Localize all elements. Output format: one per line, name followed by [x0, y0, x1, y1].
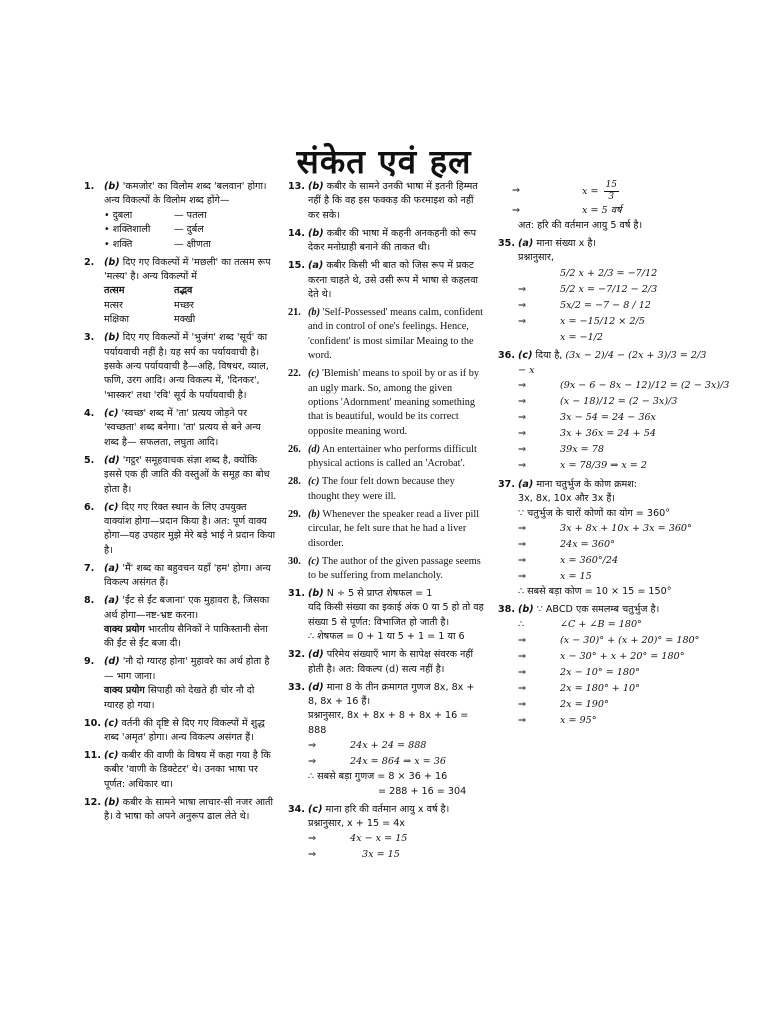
text-span	[84, 684, 276, 713]
text-span: (d)	[308, 443, 321, 455]
text-span: 'नौ दो ग्यारह होना' मुहावरे का अर्थ होता है— भाग जाना।	[104, 656, 270, 682]
text-span: माना 8 के तीन क्रमागत गुणज 8x, 8x + 8, 8x + 16 हैं।	[308, 681, 475, 707]
answer-5	[84, 454, 276, 497]
text-span: ∠C + ∠B = 180°	[560, 619, 642, 631]
answer-32	[288, 648, 484, 677]
answer-33	[288, 681, 484, 799]
text-span: 7.	[84, 562, 95, 574]
text-span: 'Blemish' means to spoil by or as if by an ugly mark. So, among the given options 'Adornment' meaning something that is beautiful, would be its correct opposite meaning word.	[308, 368, 480, 437]
text-span	[288, 443, 484, 472]
text-span	[288, 847, 484, 863]
answer-13	[288, 180, 484, 223]
answer-35	[498, 237, 710, 346]
text-span: प्रश्नानुसार, x + 15 = 4x	[308, 817, 405, 829]
text-span: 5.	[84, 454, 95, 466]
text-span: (b)	[308, 508, 321, 520]
text-span: 'ईंट से ईंट बजाना' एक मुहावरा है, जिसका अर्थ होगा—नष्ट-भ्रष्ट करना।	[104, 595, 270, 621]
answer-1	[84, 180, 276, 252]
step-arrow: ⇒	[518, 683, 527, 695]
text-span: An entertainer who performs difficult physical actions is called an 'Acrobat'.	[308, 443, 477, 470]
text-span	[84, 623, 276, 652]
text-span: 11.	[84, 749, 101, 761]
text-span	[288, 681, 484, 710]
text-span: कबीर के सामने उनकी भाषा में इतनी हिम्मत नहीं है कि वह इस फक्कड़ की फरमाइश को नहीं कर सके।	[308, 181, 478, 221]
text-span: (b)	[308, 307, 321, 319]
text-span: 29.	[288, 508, 301, 520]
answer-29	[288, 508, 484, 551]
text-span	[498, 458, 710, 474]
step-arrow: ⇒	[518, 444, 527, 456]
text-span: अत: हरि की वर्तमान आयु 5 वर्ष है।	[518, 220, 643, 231]
step-arrow: ⇒	[518, 396, 527, 408]
answer-15	[288, 259, 484, 302]
pair-row	[84, 299, 276, 313]
text-span	[288, 803, 484, 817]
pair-row	[84, 223, 276, 237]
text-span: ∵ ABCD एक समलम्ब चतुर्भुज है।	[536, 604, 660, 616]
text-span: 5x/2 = −7 − 8 / 12	[560, 299, 651, 311]
text-span	[498, 237, 710, 251]
answer-36	[498, 349, 730, 474]
text-span: 'स्वच्छ' शब्द में 'ता' प्रत्यय जोड़ने पर 'स्वच्छता' शब्द बनेगा। 'ता' प्रत्यय से बने अन्य शब्द है— सफलता, लघुता आदि।	[104, 407, 261, 448]
text-span: x = 5 वर्ष	[582, 204, 622, 216]
text-span	[498, 282, 710, 298]
text-span: तत्सम	[104, 285, 125, 297]
text-span: (c)	[104, 407, 119, 419]
text-span: कबीर की भाषा में कहनी अनकहनी को रूप देकर मनोग्राही बनाने की ताकत थी।	[308, 227, 477, 254]
text-span: वाक्य प्रयोग	[104, 623, 145, 635]
text-span: (d)	[104, 656, 120, 668]
text-span: 22.	[288, 368, 301, 380]
text-span: 13.	[288, 181, 305, 192]
answer-26	[288, 443, 484, 472]
text-span: 24x = 360°	[560, 538, 615, 550]
text-span	[498, 426, 710, 442]
text-span	[498, 537, 710, 553]
text-span	[84, 562, 276, 591]
text-span: 12.	[84, 796, 101, 808]
text-span: (c)	[308, 803, 323, 815]
step-arrow: ⇒	[518, 699, 527, 711]
text-span	[498, 633, 710, 649]
step-arrow: ⇒	[308, 739, 317, 751]
text-span: 5/2 x = −7/12 − 2/3	[560, 283, 658, 295]
text-span: (a)	[104, 562, 120, 574]
text-span: (9x − 6 − 8x − 12)/12 = (2 − 3x)/3	[560, 380, 730, 392]
step-arrow: ⇒	[518, 635, 527, 647]
text-span: ∵ चतुर्भुज के चारों कोणों का योग = 360°	[518, 507, 671, 519]
text-span	[288, 227, 484, 256]
text-span	[498, 203, 710, 219]
step-arrow: ∴	[518, 619, 525, 631]
text-span: परिमेय संख्याएँ भाग के सापेक्ष संवरक नहीं होती है। अत: विकल्प (d) सत्य नहीं है।	[308, 649, 473, 675]
answer-28	[288, 475, 484, 504]
text-span: दिए गए विकल्पों में 'भुजंग' शब्द 'सूर्य' का पर्यायवाची नहीं है। यह सर्प का पर्यायवाची है। इसके अन्य पर्यायवाची है—अहि, विषधर, व्याल, फणि, उरग आदि। अन्य विकल्प में, 'दिनकर', 'भास्कर' तथा 'रवि' सूर्य के पर्यायवाची है।	[104, 332, 269, 401]
text-span: मत्सर	[104, 299, 123, 311]
column-2	[288, 180, 484, 867]
text-span: (a)	[518, 478, 534, 490]
text-span: 28.	[288, 476, 301, 488]
step-arrow: ⇒	[518, 299, 527, 311]
text-span	[84, 796, 276, 825]
text-span: • शक्तिशाली	[104, 224, 151, 236]
step-arrow: ⇒	[518, 283, 527, 295]
text-span: 'कमजोर' का विलोम शब्द 'बलवान' होगा। अन्य विकल्पों के विलोम शब्द होंगे—	[104, 181, 267, 207]
text-span	[498, 665, 710, 681]
text-span: 1.	[84, 181, 95, 192]
text-span: वर्तनी की दृष्टि से दिए गए विकल्पों में शुद्ध शब्द 'अमृत' होगा। अन्य विकल्प असंगत हैं।	[104, 717, 265, 743]
answer-22	[288, 367, 484, 439]
text-span: Whenever the speaker read a liver pill circular, he felt sure that he had a liver disorder.	[308, 508, 480, 549]
step-arrow: ⇒	[518, 460, 527, 472]
text-span: 35.	[498, 238, 515, 249]
answer-12	[84, 796, 276, 825]
text-span: (b)	[104, 332, 120, 344]
text-span: • दुबला	[104, 209, 133, 221]
text-span: 34.	[288, 803, 305, 815]
step-arrow: ⇒	[518, 538, 527, 550]
pair-row	[84, 313, 276, 327]
answer-9	[84, 655, 276, 713]
text-span: 31.	[288, 587, 305, 599]
text-span: • शक्ति	[104, 238, 133, 250]
text-span: 15.	[288, 260, 305, 272]
answer-7	[84, 562, 276, 591]
text-span	[498, 713, 710, 729]
text-span: — पतला	[174, 209, 207, 221]
answer-31	[288, 587, 484, 645]
text-span: ∴ शेषफल = 0 + 1 या 5 + 1 = 1 या 6	[308, 631, 465, 643]
text-span: (x − 18)/12 = (2 − 3x)/3	[560, 396, 678, 408]
text-span: 3x + 36x = 24 + 54	[560, 428, 656, 440]
text-span	[498, 330, 710, 346]
text-span: (a)	[308, 260, 324, 272]
step-arrow: ⇒	[308, 849, 317, 861]
text-span	[498, 569, 710, 585]
text-span: (x − 30)° + (x + 20)° = 180°	[560, 635, 700, 647]
text-span: x − 30° + x + 20° = 180°	[560, 651, 685, 663]
text-span: वाक्य प्रयोग	[104, 685, 145, 697]
text-span: 8.	[84, 595, 95, 607]
text-span: सिपाही को देखते ही चोर नौ दो ग्यारह हो गया।	[104, 685, 255, 711]
text-span: (3x − 2)/4 − (2x + 3)/3 = 2/3 − x	[518, 350, 707, 376]
text-span: (b)	[308, 181, 324, 192]
text-span	[604, 180, 619, 203]
answer-11	[84, 749, 276, 792]
text-span: (d)	[308, 681, 324, 693]
step-arrow: ⇒	[518, 428, 527, 440]
text-span: (b)	[308, 587, 324, 599]
text-span: 30.	[288, 555, 301, 567]
text-span	[288, 508, 484, 551]
step-arrow: ⇒	[518, 412, 527, 424]
text-span: कबीर किसी भी बात को जिस रूप में प्रकट करना चाहते थे, उसे उसी रूप में भाषा से कहलवा देते थे।	[308, 260, 479, 301]
answer-4	[84, 407, 276, 450]
text-span: 33.	[288, 681, 305, 693]
text-span: — दुर्बल	[174, 224, 204, 236]
text-span: ∴ सबसे बड़ा कोण = 10 × 15 = 150°	[518, 586, 672, 598]
text-span	[84, 594, 276, 623]
step-arrow: ⇒	[308, 755, 317, 767]
text-span: कबीर की वाणी के विषय में कहा गया है कि कबीर 'वाणी के डिक्टेटर' थे। उनका भाषा पर पूर्णत: अधिकार था।	[104, 749, 271, 790]
answer-34-continued	[498, 180, 710, 233]
text-span	[84, 717, 276, 746]
text-span: 2x − 10° = 180°	[560, 667, 640, 679]
text-span: 37.	[498, 478, 515, 490]
text-span: दिए गए रिक्त स्थान के लिए उपयुक्त वाक्यांश होगा—प्रदान किया है। अत: पूर्ण वाक्य होगा—यह उपहार मुझे मेरे बड़े भाई ने प्रदान किया है।	[104, 501, 276, 556]
text-span: 'मैं' शब्द का बहुवचन यहाँ 'हम' होगा। अन्य विकल्प असंगत हैं।	[104, 562, 271, 589]
text-span: x = −15/12 × 2/5	[560, 315, 645, 327]
text-span	[288, 754, 484, 770]
answer-6	[84, 501, 276, 559]
text-span	[288, 475, 484, 504]
text-span	[498, 603, 710, 617]
step-arrow: ⇒	[512, 185, 521, 197]
pair-row	[84, 238, 276, 252]
text-span	[84, 454, 276, 497]
text-span: N ÷ 5 से प्राप्त शेषफल = 1	[326, 587, 433, 599]
text-span	[84, 331, 276, 403]
text-span	[288, 587, 484, 601]
text-span: (b)	[104, 181, 120, 192]
text-span	[498, 617, 710, 633]
text-span	[84, 501, 276, 559]
step-arrow: ⇒	[518, 315, 527, 327]
text-span: x = $\frac{15}{3}$	[582, 180, 618, 202]
step-arrow: ⇒	[518, 380, 527, 392]
step-arrow: ⇒	[518, 651, 527, 663]
step-arrow: ⇒	[518, 570, 527, 582]
text-span	[498, 378, 730, 394]
text-span: 3.	[84, 332, 95, 344]
text-span: मक्षिका	[104, 314, 129, 326]
answer-21	[288, 306, 484, 364]
text-span	[498, 266, 710, 282]
text-span: 6.	[84, 501, 95, 513]
text-span	[288, 306, 484, 364]
text-span: ∴ सबसे बड़ा गुणज = 8 × 36 + 16	[308, 771, 448, 783]
text-span: 3x, 8x, 10x और 3x हैं।	[518, 493, 616, 505]
text-span	[288, 831, 484, 847]
text-span: प्रश्नानुसार, 8x + 8x + 8 + 8x + 16 = 888	[308, 710, 469, 736]
text-span	[498, 410, 710, 426]
column-1	[84, 180, 276, 828]
text-span	[498, 649, 710, 665]
text-span	[288, 738, 484, 754]
answer-30	[288, 555, 484, 584]
text-span	[288, 648, 484, 677]
answer-8	[84, 594, 276, 652]
pair-row	[84, 209, 276, 223]
text-span: 9.	[84, 656, 95, 668]
answer-38	[498, 603, 710, 729]
text-span: माना हरि की वर्तमान आयु x वर्ष है।	[325, 803, 450, 815]
text-span: (c)	[308, 476, 320, 488]
text-span: दिया है,	[535, 350, 563, 362]
text-span: (c)	[104, 717, 119, 729]
text-span: (a)	[104, 595, 120, 607]
text-span: 32.	[288, 649, 305, 661]
text-span: प्रश्नानुसार,	[518, 252, 554, 264]
text-span: 24x + 24 = 888	[350, 739, 427, 751]
column-3	[498, 180, 730, 733]
text-span: x = 78/39 ⇒ x = 2	[560, 460, 647, 472]
answer-3	[84, 331, 276, 403]
text-span: 39x = 78	[560, 444, 604, 456]
text-span: (b)	[308, 227, 324, 239]
text-span: 21.	[288, 307, 301, 319]
text-span: मच्छर	[174, 299, 194, 311]
text-span	[288, 367, 484, 439]
text-span: माना संख्या x है।	[536, 238, 597, 249]
answer-34	[288, 803, 484, 864]
text-span: मक्खी	[174, 314, 196, 326]
text-span: x = 360°/24	[560, 554, 619, 566]
step-arrow: ⇒	[518, 554, 527, 566]
text-span	[288, 259, 484, 302]
text-span: 'Self-Possessed' means calm, confident and in control of one's feelings. Hence, 'confident' is most similar Meaing to the word.	[308, 307, 484, 362]
step-arrow: ⇒	[512, 204, 521, 216]
step-arrow: ⇒	[518, 667, 527, 679]
text-span	[498, 314, 710, 330]
text-span: 3x − 54 = 24 − 36x	[560, 412, 656, 424]
text-span	[84, 256, 276, 285]
text-span: माना चतुर्भुज के कोण क्रमश:	[536, 478, 637, 490]
text-span: The author of the given passage seems to be suffering from melancholy.	[308, 555, 481, 581]
text-span: कबीर के सामने भाषा लाचार-सी नजर आती है। वे भाषा को अपने अनुरूप ढाल लेते थे।	[104, 796, 273, 823]
text-span: दिए गए विकल्पों में 'मछली' का तत्सम रूप 'मत्स्य' है। अन्य विकल्पों में	[104, 256, 271, 283]
text-span: 14.	[288, 227, 305, 239]
text-span	[84, 407, 276, 450]
answer-37	[498, 478, 710, 600]
text-span	[288, 180, 484, 223]
text-span: (c)	[518, 350, 533, 362]
text-span	[498, 553, 710, 569]
text-span: भारतीय सैनिकों ने पाकिस्तानी सेना की ईंट से ईंट बजा दी।	[104, 623, 268, 650]
page-title: संकेत एवं हल	[296, 142, 472, 181]
text-span: (c)	[308, 555, 320, 567]
text-span: = 288 + 16 = 304	[378, 785, 467, 797]
text-span: (b)	[518, 604, 534, 616]
answer-10	[84, 717, 276, 746]
text-span: — क्षीणता	[174, 238, 211, 250]
text-span: 2.	[84, 256, 95, 268]
text-span	[498, 180, 710, 203]
text-span	[84, 180, 276, 209]
text-span: तद्भव	[174, 285, 193, 297]
table-head	[84, 284, 276, 298]
text-span: 4.	[84, 407, 95, 419]
text-span	[84, 655, 276, 684]
text-span: 10.	[84, 717, 101, 729]
text-span	[84, 749, 276, 792]
text-span	[498, 478, 710, 492]
text-span: The four felt down because they thought they were ill.	[308, 476, 455, 502]
text-span: 3	[608, 192, 615, 202]
text-span: 5/2 x + 2/3 = −7/12	[560, 267, 658, 279]
text-span: 15	[605, 180, 618, 190]
text-span: यदि किसी संख्या का इकाई अंक 0 या 5 हो तो वह संख्या 5 से पूर्णत: विभाजित हो जाती है।	[308, 602, 484, 628]
text-span: (d)	[308, 649, 324, 661]
text-span	[288, 555, 484, 584]
text-span: 2x = 190°	[560, 699, 609, 711]
text-span: (c)	[308, 368, 320, 380]
step-arrow: ⇒	[518, 522, 527, 534]
text-span	[498, 394, 710, 410]
text-span: x = −1/2	[560, 331, 604, 343]
text-span	[498, 681, 710, 697]
text-span: 3x = 15	[362, 849, 400, 861]
text-span: 'गट्ठर' समूहवाचक संज्ञा शब्द है, क्योंकि इससे एक ही जाति की वस्तुओं के समूह का बोध होता है।	[104, 454, 270, 495]
text-span: 2x = 180° + 10°	[560, 683, 640, 695]
text-span: 26.	[288, 443, 301, 455]
answer-2	[84, 256, 276, 328]
text-span: (a)	[518, 238, 534, 249]
step-arrow: ⇒	[518, 715, 527, 727]
step-arrow: ⇒	[308, 833, 317, 845]
text-span: (b)	[104, 796, 120, 808]
text-span	[498, 697, 710, 713]
text-span: x = 15	[560, 570, 592, 582]
text-span	[498, 442, 710, 458]
text-span: 3x + 8x + 10x + 3x = 360°	[560, 522, 692, 534]
text-span: 4x − x = 15	[350, 833, 408, 845]
text-span: (d)	[104, 454, 120, 466]
text-span	[498, 349, 710, 378]
text-span: (b)	[104, 256, 120, 268]
text-span: 36.	[498, 350, 515, 362]
text-span: (c)	[104, 501, 119, 513]
text-span: 38.	[498, 604, 515, 616]
text-span: 24x = 864 ⇒ x = 36	[350, 755, 446, 767]
text-span: (c)	[104, 749, 119, 761]
text-span	[498, 521, 710, 537]
text-span: x = 95°	[560, 715, 597, 727]
text-span	[498, 298, 710, 314]
answer-14	[288, 227, 484, 256]
